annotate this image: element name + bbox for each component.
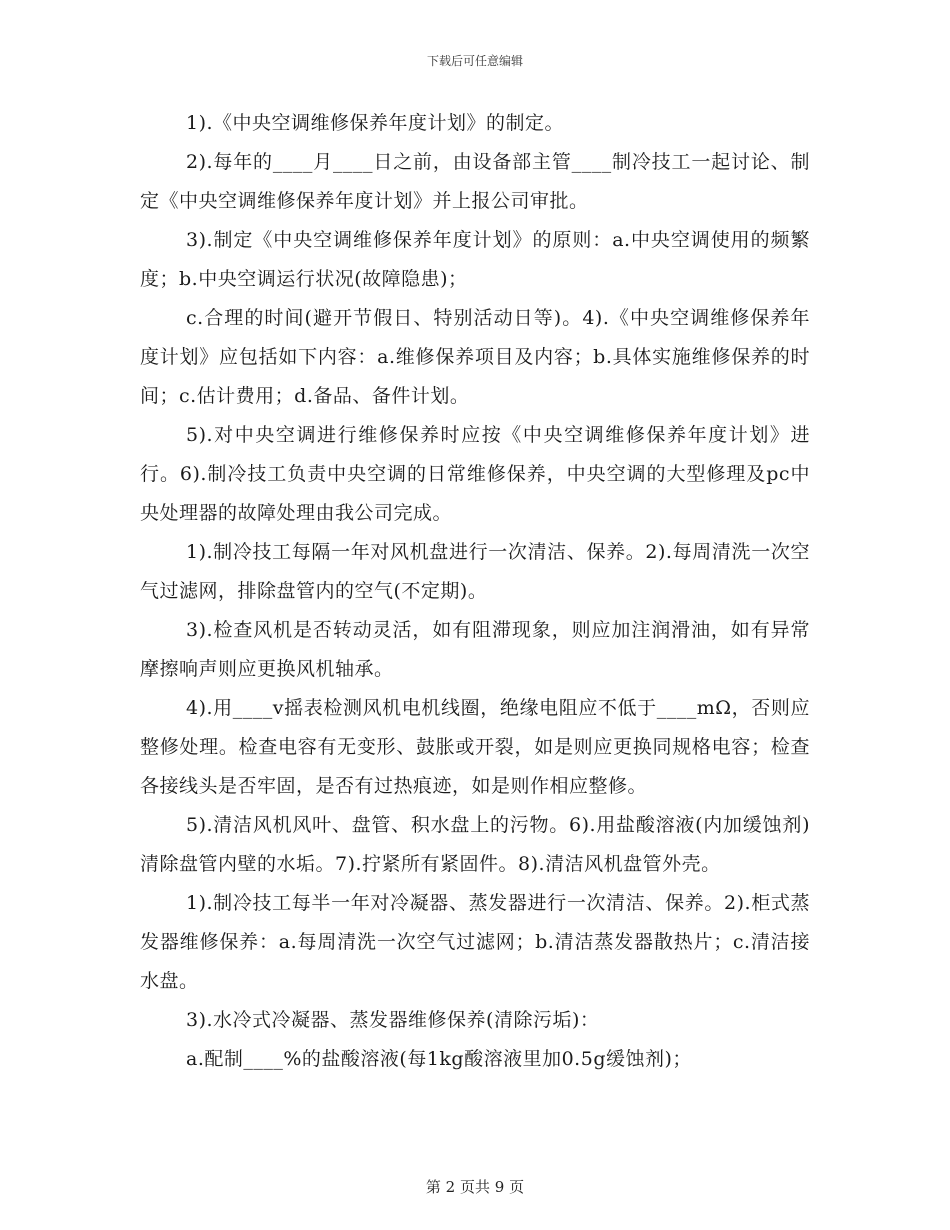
document-body [140, 104, 810, 1079]
paragraph: 2).每年的____月____日之前，由设备部主管____制冷技工一起讨论、制定《中央空调维修保养年度计划》并上报公司审批。 [140, 151, 810, 212]
paragraph: 3).制定《中央空调维修保养年度计划》的原则：a.中央空调使用的频繁度；b.中央空调运行状况(故障隐患)； [140, 229, 810, 290]
paragraph: 3).水冷式冷凝器、蒸发器维修保养(清除污垢)： [186, 1009, 600, 1031]
paragraph: 3).检查风机是否转动灵活，如有阻滞现象，则应加注润滑油，如有异常摩擦响声则应更换风机轴承。 [140, 619, 810, 680]
paragraph: 4).用____v摇表检测风机电机线圈，绝缘电阻应不低于____mΩ，否则应整修处理。检查电容有无变形、鼓胀或开裂，如是则应更换同规格电容；检查各接线头是否牢固，是否有过热痕迹，如是则作相应整修。 [140, 697, 810, 797]
page-footer: 第 2 页共 9 页 [425, 1178, 525, 1196]
paragraph: 1).《中央空调维修保养年度计划》的制定。 [186, 112, 565, 134]
paragraph: 5).清洁风机风叶、盘管、积水盘上的污物。6).用盐酸溶液(内加缓蚀剂)清除盘管内壁的水垢。7).拧紧所有紧固件。8).清洁风机盘管外壳。 [140, 814, 810, 875]
paragraph: 5).对中央空调进行维修保养时应按《中央空调维修保养年度计划》进行。6).制冷技工负责中央空调的日常维修保养，中央空调的大型修理及pc中央处理器的故障处理由我公司完成。 [140, 424, 810, 524]
paragraph: 1).制冷技工每隔一年对风机盘进行一次清洁、保养。2).每周清洗一次空气过滤网，排除盘管内的空气(不定期)。 [140, 541, 810, 602]
paragraph: 1).制冷技工每半一年对冷凝器、蒸发器进行一次清洁、保养。2).柜式蒸发器维修保养：a.每周清洗一次空气过滤网；b.清洁蒸发器散热片；c.清洁接水盘。 [140, 892, 810, 992]
paragraph: a.配制____%的盐酸溶液(每1kg酸溶液里加0.5g缓蚀剂)； [186, 1048, 692, 1070]
paragraph: c.合理的时间(避开节假日、特别活动日等)。4).《中央空调维修保养年度计划》应包括如下内容：a.维修保养项目及内容；b.具体实施维修保养的时间；c.估计费用；d.备品、备件计划。 [140, 307, 810, 407]
page-header: 下载后可任意编辑 [426, 54, 523, 68]
